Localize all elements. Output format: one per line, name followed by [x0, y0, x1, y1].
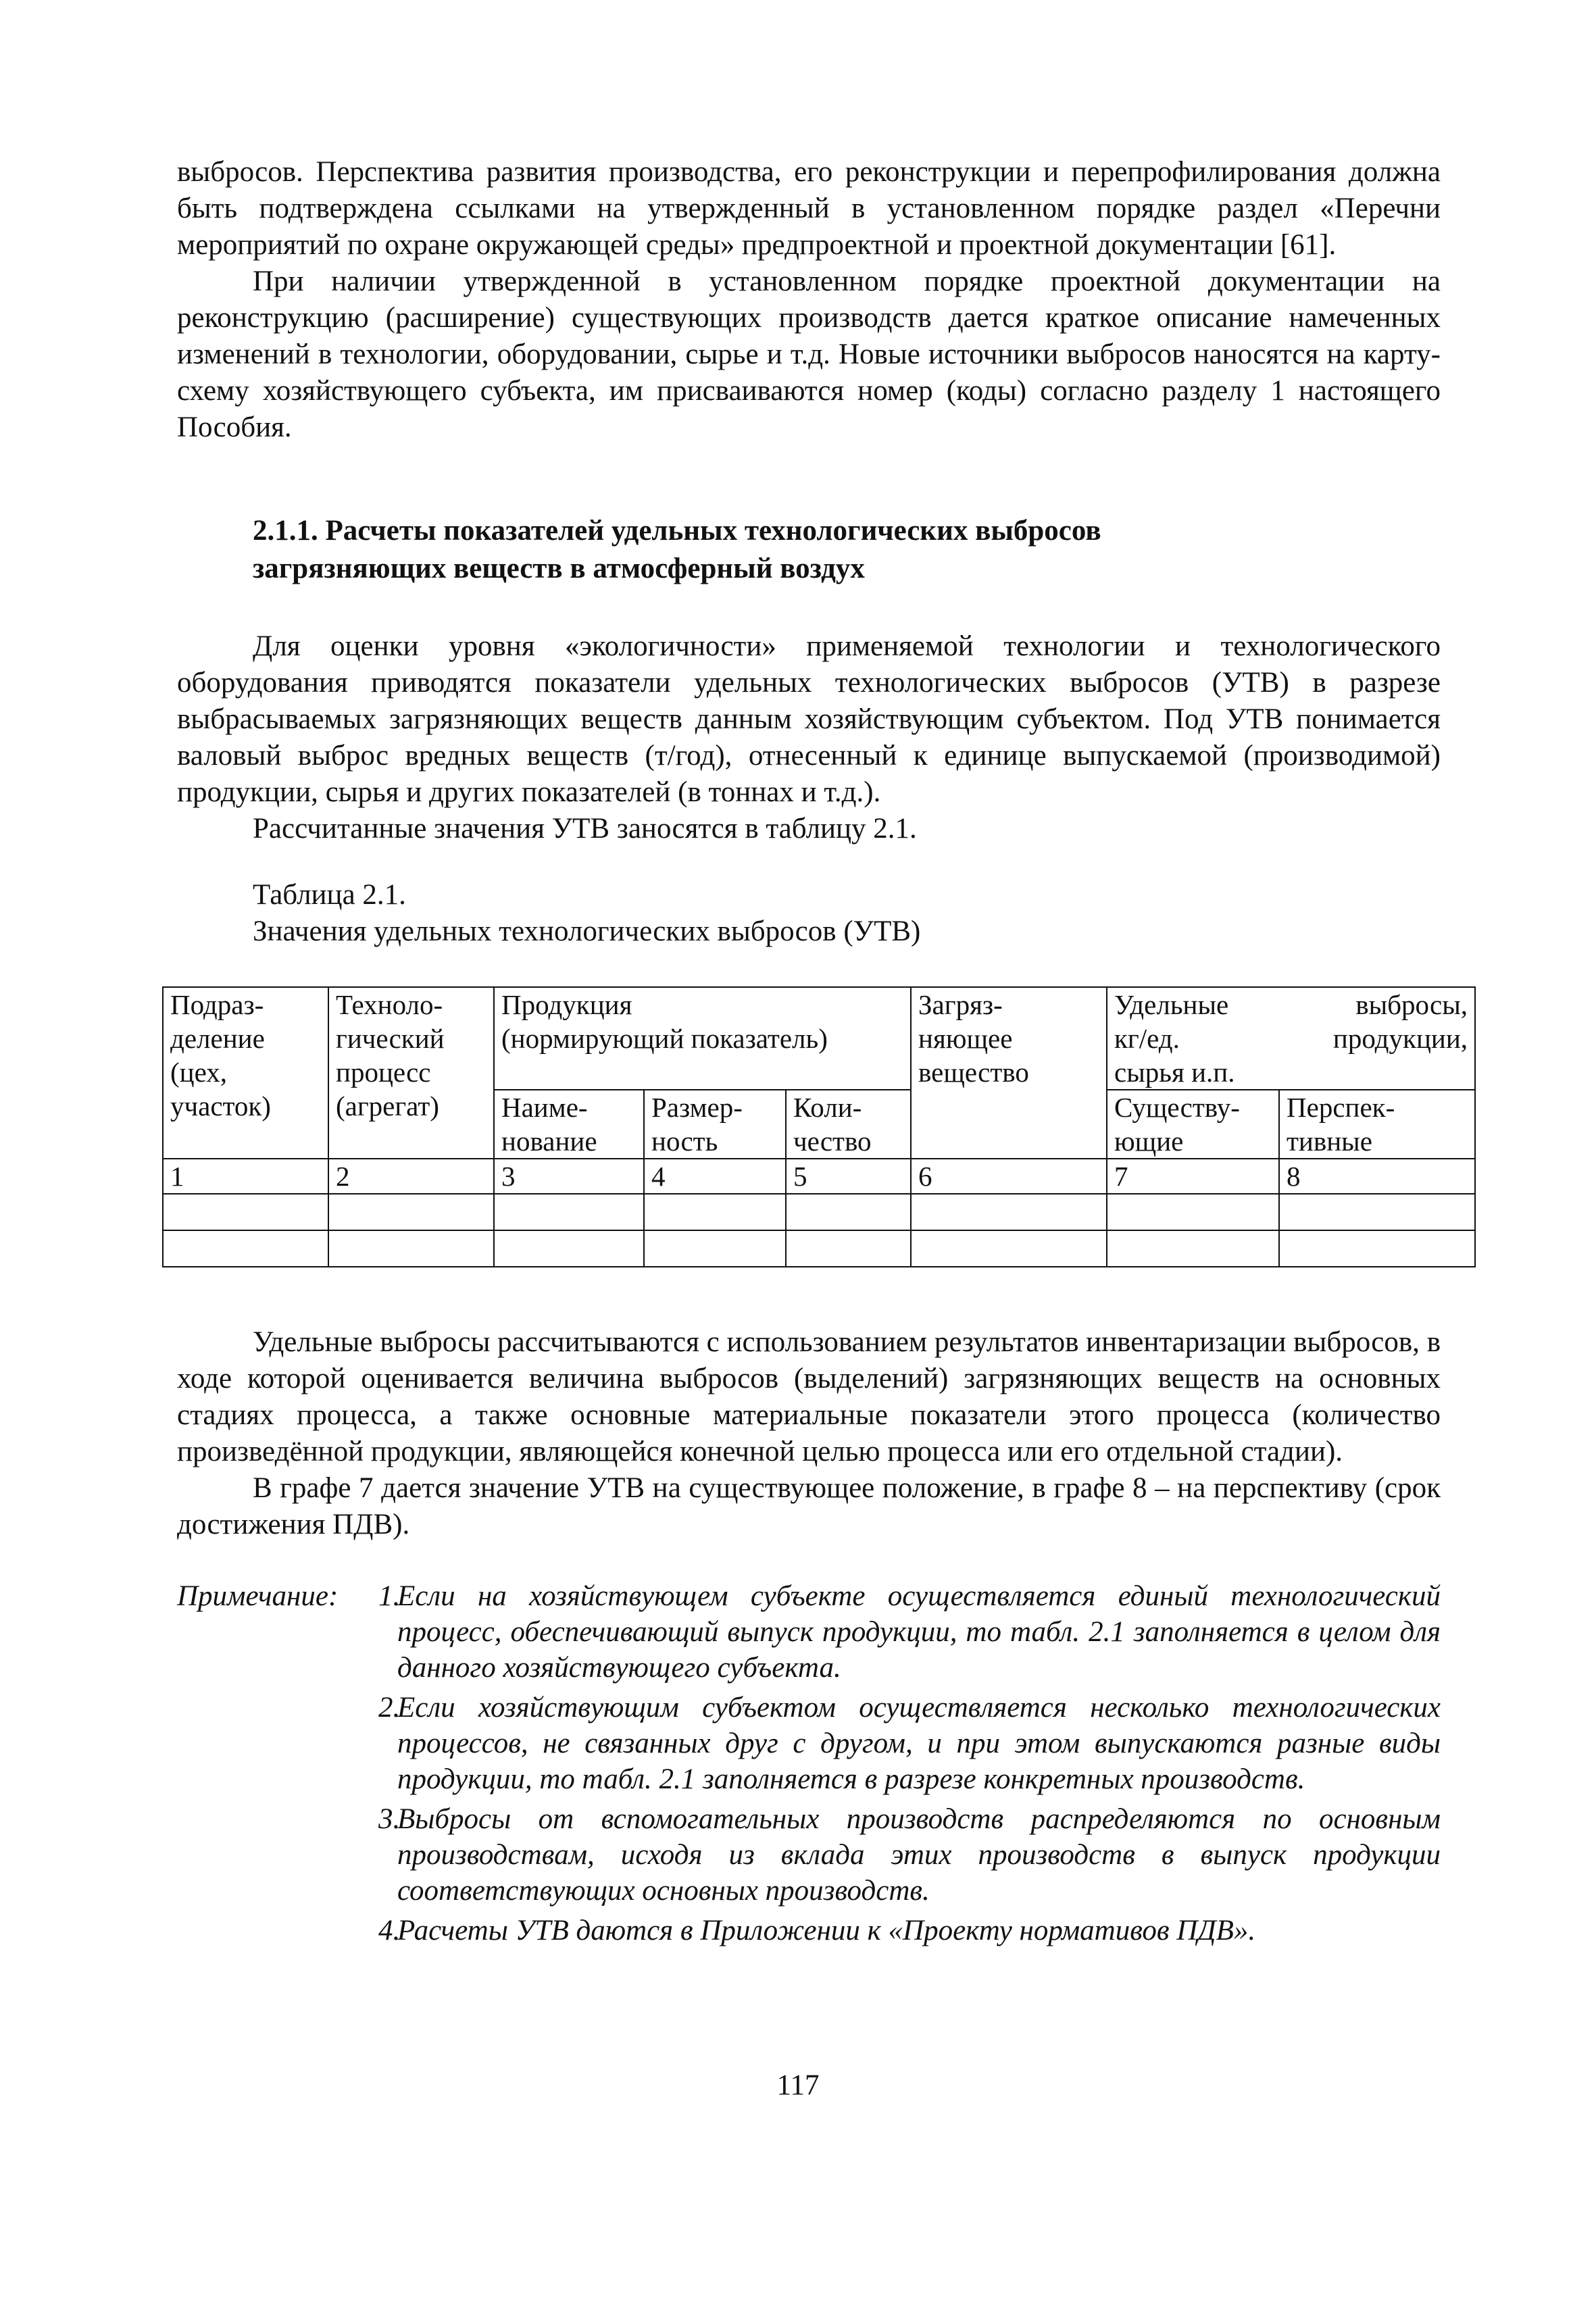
- paragraph-columns: В графе 7 дается значение УТВ на существующее положение, в графе 8 – на перспективу (срок достижения ПДВ).: [177, 1472, 1441, 1540]
- section-heading: [253, 512, 1401, 588]
- header-product: Продукция (нормирующий показатель): [494, 987, 911, 1090]
- header-prospective: Перспек- тивные: [1279, 1090, 1475, 1159]
- intro-text: [177, 154, 1441, 446]
- section-heading-line2: загрязняющих веществ в атмосферный воздух: [253, 553, 865, 584]
- section-text: [177, 628, 1441, 847]
- header-specific-emissions: Удельные выбросы, кг/ед. продукции, сырья и.п.: [1107, 987, 1475, 1090]
- paragraph-calculation: Удельные выбросы рассчитываются с использованием результатов инвентаризации выбросов, в ходе которой оценивается величина выбросов (выделений) загрязняющих веществ на основных стадиях процесса, а также основные материальные показатели этого процесса (количество произведённой продукции, являющейся конечной целью процесса или его отдельной стадии).: [177, 1326, 1441, 1467]
- header-dimension: Размер- ность: [644, 1090, 786, 1159]
- table-caption: [253, 877, 1334, 950]
- table-column-numbers-row: 1 2 3 4 5 6 7 8: [163, 1159, 1475, 1194]
- note-item: 3. Выбросы от вспомогательных производств распределяются по основным производствам, исходя из вклада этих производств в выпуск продукции соответствующих основных производств.: [378, 1803, 1441, 1907]
- paragraph-continuation: выбросов. Перспектива развития производства, его реконструкции и перепрофилирования должна быть подтверждена ссылками на утвержденный в установленном порядке раздел «Перечни мероприятий по охране окружающей среды» предпроектной и проектной документации [61].: [177, 156, 1441, 261]
- notes-block: [177, 1578, 1441, 1948]
- table-empty-row: [163, 1194, 1475, 1230]
- table-caption-title: Значения удельных технологических выбросов (УТВ): [253, 915, 921, 947]
- table-header-row-1: [163, 987, 1475, 1090]
- paragraph-utv-definition: Для оценки уровня «экологичности» применяемой технологии и технологического оборудования приводятся показатели удельных технологических выбросов (УТВ) в разрезе выбрасываемых загрязняющих веществ данным хозяйствующим субъектом. Под УТВ понимается валовый выброс вредных веществ (т/год), отнесенный к единице выпускаемой (производимой) продукции, сырья и других показателей (в тоннах и т.д.).: [177, 630, 1441, 808]
- notes-label: Примечание:: [177, 1580, 339, 1612]
- paragraph-utv-table-ref: Рассчитанные значения УТВ заносятся в таблицу 2.1.: [253, 813, 917, 845]
- header-process: Техноло- гический процесс (агрегат): [328, 987, 494, 1159]
- header-pollutant: Загряз- няющее вещество: [911, 987, 1107, 1159]
- table-caption-number: Таблица 2.1.: [253, 879, 406, 911]
- section-heading-line1: 2.1.1. Расчеты показателей удельных технологических выбросов: [253, 515, 1101, 547]
- note-item: 4. Расчеты УТВ даются в Приложении к «Проекту нормативов ПДВ».: [378, 1915, 1256, 1946]
- header-existing: Существу- ющие: [1107, 1090, 1279, 1159]
- note-item: Примечание: 1. Если на хозяйствующем субъекте осуществляется единый технологический процесс, обеспечивающий выпуск продукции, то табл. 2.1 заполняется в целом для данного хозяйствующего субъекта.: [177, 1578, 1441, 1686]
- header-name: Наиме- нование: [494, 1090, 644, 1159]
- table-empty-row: [163, 1230, 1475, 1267]
- note-item: 2. Если хозяйствующим субъектом осуществляется несколько технологических процессов, не связанных друг с другом, и при этом выпускаются разные виды продукции, то табл. 2.1 заполняется в разрезе конкретных производств.: [378, 1692, 1441, 1795]
- utv-table: [162, 986, 1476, 1267]
- after-table-text: [177, 1324, 1441, 1543]
- header-quantity: Коли- чество: [786, 1090, 911, 1159]
- page-number: 117: [776, 2069, 820, 2101]
- header-subdivision: Подраз- деление (цех, участок): [163, 987, 328, 1159]
- paragraph-reconstruction: При наличии утвержденной в установленном порядке проектной документации на реконструкцию (расширение) существующих производств дается краткое описание намеченных изменений в технологии, оборудовании, сырье и т.д. Новые источники выбросов наносятся на карту-схему хозяйствующего субъекта, им присваиваются номер (коды) согласно разделу 1 настоящего Пособия.: [177, 266, 1441, 443]
